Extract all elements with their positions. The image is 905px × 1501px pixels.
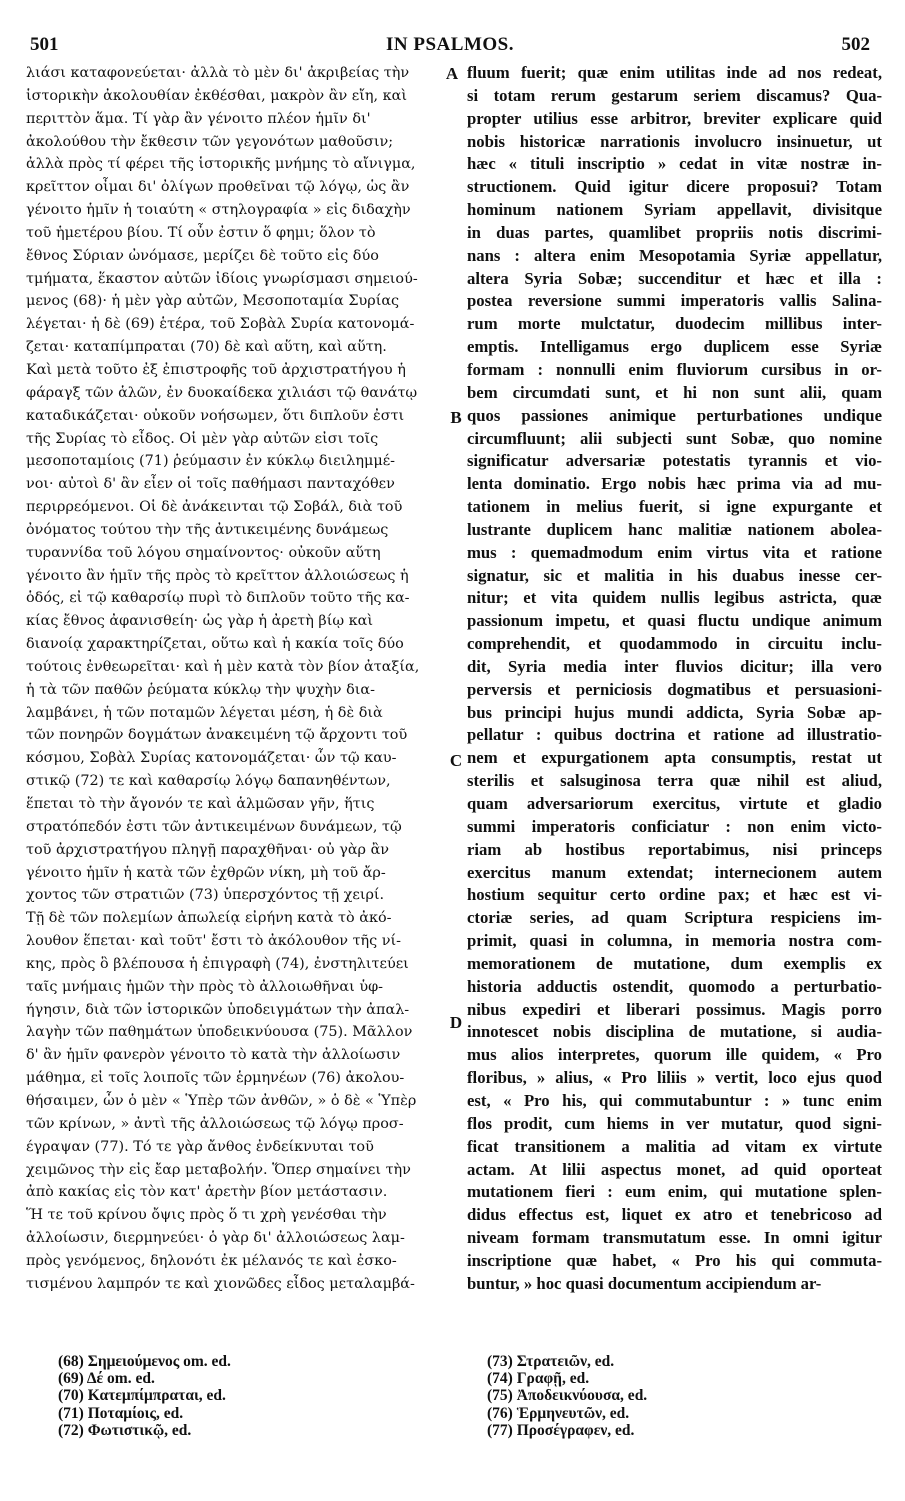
- latin-text-line: inscriptione quæ habet, « Pro his qui commuta-: [467, 1250, 882, 1270]
- greek-text-line: κίας ἔθνος ἀφανισθείη· ὡς γὰρ ἡ ἀρετὴ βίῳ καὶ: [26, 613, 374, 630]
- greek-text-line: τοῦ ἡμετέρου βίου. Τί οὖν ἐστιν ὅ φημι; ὅλον τὸ: [26, 224, 376, 241]
- latin-text-line: mus alios interpretes, quorum ille quidem, « Pro: [467, 1045, 882, 1065]
- latin-text-line: est, « Pro his, qui commutabuntur : » tunc enim: [467, 1090, 882, 1110]
- greek-text-line: ἀλλοίωσιν, διερμηνεύει· ὁ γὰρ δι' ἀλλοιώσεως λαμ-: [26, 1230, 405, 1247]
- latin-text-line: bus principi hujus mundi addicta, Syria Sobæ ap-: [467, 702, 882, 722]
- latin-text-line: exercitus manum extendat; internecionem autem: [467, 862, 882, 882]
- greek-text-line: ἱστορικὴν ἀκολουθίαν ἐκθέσθαι, μακρὸν ἂν εἴη, καὶ: [26, 87, 407, 104]
- footnote: (70) Κατεμπίμπραται, ed.: [58, 1387, 226, 1405]
- greek-text-line: τοῦ ἀρχιστρατήγου πληγῇ παραχθῆναι· οὐ γὰρ ἂν: [26, 841, 390, 858]
- greek-text-line: κρεῖττον οἶμαι δι' ὀλίγων προθεῖναι τῷ λόγῳ, ὡς ἂν: [26, 179, 410, 196]
- latin-text-line: hæc « tituli inscriptio » cedat in vitæ nostræ in-: [467, 154, 882, 174]
- footnote: (71) Ποταμίοις, ed.: [58, 1404, 184, 1422]
- greek-text-line: Ἥ τε τοῦ κρίνου ὄψις πρὸς ὅ τι χρὴ γενέσθαι τὴν: [26, 1207, 387, 1224]
- greek-text-line: μεσοποταμίοις (71) ῥεύμασιν ἐν κύκλῳ διειλημμέ-: [26, 453, 396, 470]
- greek-text-line: δ' ἂν ἡμῖν φανερὸν γένοιτο τὸ κατὰ τὴν ἀλλοίωσιν: [26, 1047, 401, 1064]
- greek-text-line: τούτοις ἐνθεωρεῖται· καὶ ἡ μὲν κατὰ τὸν βίον ἀταξία,: [26, 658, 420, 675]
- latin-text-line: lustrante duplicem hanc malitiæ nationem abolea-: [467, 519, 882, 539]
- latin-text-line: hostium sequitur certo ordine pax; et hæc est vi-: [467, 885, 882, 905]
- latin-text-line: formam : nonnulli enim fluviorum cursibus in or-: [467, 359, 882, 379]
- greek-text-line: λαγὴν τῶν παθημάτων ὑποδεικνύουσα (75). Μᾶλλον: [26, 1024, 413, 1041]
- footnote: (69) Δέ om. ed.: [58, 1370, 155, 1388]
- page-number-left: 501: [30, 34, 59, 55]
- greek-text-line: ταῖς μνήμαις ἡμῶν τὴν πρὸς τὸ ἀλλοιωθῆναι ὑφ-: [26, 978, 384, 995]
- latin-text-line: rum morte mulctatur, duodecim millibus inter-: [467, 314, 882, 334]
- latin-text-line: lenta dominatio. Ergo nobis hæc prima via ad mu-: [467, 474, 882, 494]
- greek-text-line: τῶν κρίνων, » ἀντὶ τῆς ἀλλοιώσεως τῷ λόγῳ προσ-: [26, 1115, 404, 1132]
- greek-text-line: στικῷ (72) τε καὶ καθαρσίῳ λόγῳ δαπανηθέντων,: [26, 773, 391, 790]
- latin-text-line: nans : altera enim Mesopotamia Syriæ appellatur,: [467, 245, 882, 265]
- greek-text-line: τῶν πονηρῶν δογμάτων ἀνακειμένη τῷ ἄρχοντι τοῦ: [26, 727, 408, 744]
- greek-text-line: γένοιτο ἡμῖν ἡ κατὰ τῶν ἐχθρῶν νίκη, μὴ τοῦ ἄρ-: [26, 864, 386, 881]
- greek-text-line: γένοιτο ἂν ἡμῖν τῆς πρὸς τὸ κρεῖττον ἀλλοιώσεως ἡ: [26, 567, 409, 584]
- greek-text-line: μενος (68)· ἡ μὲν γὰρ αὐτῶν, Μεσοποταμία Συρίας: [26, 293, 400, 310]
- footnote: (73) Στρατειῶν, ed.: [487, 1353, 615, 1370]
- latin-text-line: perversis et perniciosis dogmatibus et persuasioni-: [467, 679, 882, 699]
- greek-text-line: θήσαιμεν, ὧν ὁ μὲν « Ὑπὲρ τῶν ἀνθῶν, » ὁ δὲ « Ὑπὲρ: [26, 1092, 417, 1109]
- latin-text-line: emptis. Intelligamus ergo duplicem esse Syriæ: [467, 337, 882, 357]
- greek-text-line: ἡ τὰ τῶν παθῶν ῥεύματα κύκλῳ τὴν ψυχὴν δια-: [26, 681, 376, 698]
- latin-text-line: bem circumdati sunt, et hi non sunt alii, quam: [467, 382, 882, 402]
- latin-text-line: altera Syria Sobæ; succenditur et hæc et illa :: [467, 268, 882, 288]
- latin-text-line: sterilis et salsuginosa terra quæ nihil est aliud,: [467, 771, 882, 791]
- greek-text-line: στρατόπεδόν ἐστι τῶν ἀντικειμένων δυνάμεων, τῷ: [26, 818, 402, 835]
- latin-text-line: signatur, sic et malitia in his duabus inesse cer-: [467, 565, 882, 585]
- greek-text-line: χοντος τῶν στρατιῶν (73) ὑπερσχόντος τῇ χειρί.: [26, 887, 385, 904]
- latin-text-line: hominum nationem Syriam appellavit, divisitque: [467, 200, 882, 220]
- latin-text-line: passionum impetu, et quasi fluctu undique animum: [467, 611, 882, 631]
- latin-text-line: nobis historicæ narrationis involucro insinuetur, ut: [467, 131, 882, 151]
- greek-text-line: Καὶ μετὰ τοῦτο ἐξ ἐπιστροφῆς τοῦ ἀρχιστρατήγου ἡ: [26, 361, 406, 378]
- greek-text-line: μάθημα, εἰ τοῖς λοιποῖς τῶν ἑρμηνέων (76) ἀκολου-: [26, 1070, 405, 1087]
- greek-text-line: διανοίᾳ χαρακτηρίζεται, οὕτω καὶ ἡ κακία τοῖς δύο: [26, 636, 404, 653]
- latin-text-line: structionem. Quid igitur dicere proposui? Totam: [467, 177, 882, 197]
- latin-text-line: dit, Syria media inter fluvios dicitur; illa vero: [467, 656, 882, 676]
- latin-text-line: postea reversione summi imperatoris vallis Salina-: [467, 291, 882, 311]
- latin-text-line: actam. At lilii aspectus monet, ad quid oporteat: [467, 1159, 882, 1179]
- latin-text-line: circumfluunt; alii subjecti sunt Sobæ, quo nomine: [467, 428, 882, 448]
- greek-text-line: λαμβάνει, ἡ τῶν ποταμῶν λέγεται μέση, ἡ δὲ διὰ: [26, 704, 383, 721]
- greek-text-line: ἀπὸ κακίας εἰς τὸν κατ' ἀρετὴν βίον μετάστασιν.: [26, 1184, 388, 1201]
- greek-text-line: τισμένου λαμπρόν τε καὶ χιονῶδες εἶδος μεταλαμβά-: [26, 1275, 415, 1292]
- section-marker-b: B: [450, 408, 462, 427]
- footnote: (75) Ἀποδεικνύουσα, ed.: [487, 1387, 648, 1405]
- latin-text-line: historia adductis ostendit, quomodo a perturbatio-: [467, 976, 882, 996]
- latin-text-line: tationem in melius fuerit, si igne expurgante et: [467, 497, 882, 517]
- greek-text-line: ζεται· καταπίμπραται (70) δὲ καὶ αὕτη, καὶ αὕτη.: [26, 339, 387, 356]
- greek-text-line: έγραψαν (77). Τό τε γὰρ ἄνθος ἐνδείκνυται τοῦ: [26, 1138, 374, 1155]
- greek-text-line: λιάσι καταφονεύεται· ἀλλὰ τὸ μὲν δι' ἀκριβείας τὴν: [26, 65, 410, 81]
- latin-text-line: innotescet nobis disciplina de mutatione, si audia-: [467, 1022, 882, 1042]
- greek-text-line: ὀνόματος τούτου τὴν τῆς ἀντικειμένης δυνάμεως: [26, 521, 389, 538]
- greek-text-line: νοι· αὐτοὶ δ' ἂν εἶεν οἱ τοῖς παθήμασι πανταχόθεν: [26, 476, 395, 493]
- latin-text-line: buntur, » hoc quasi documentum accipiendum ar-: [467, 1273, 822, 1293]
- greek-text-line: ἕπεται τὸ τὴν ἄγονόν τε καὶ ἁλμῶσαν γῆν, ἥτις: [26, 796, 375, 812]
- latin-text-line: mutationem fieri : eum enim, qui mutatione splen-: [467, 1182, 882, 1202]
- greek-text-line: ήγησιν, διὰ τῶν ἱστορικῶν ὑποδειγμάτων τὴν ἀπαλ-: [26, 1001, 410, 1018]
- greek-text-line: ἀλλὰ πρὸς τί φέρει τῆς ἱστορικῆς μνήμης τὸ αἴνιγμα,: [26, 156, 416, 173]
- latin-text-line: nitur; et vita quidem nullis legibus astricta, quæ: [467, 588, 882, 608]
- latin-text-line: riam ab hostibus reportabimus, nisi princeps: [467, 839, 882, 859]
- footnotes-right: [487, 1353, 647, 1439]
- latin-text-line: nibus expediri et liberari possimus. Magis porro: [467, 999, 882, 1019]
- greek-text-line: καταδικάζεται· οὐκοῦν νοήσωμεν, ὅτι διπλοῦν ἐστι: [26, 407, 405, 424]
- latin-text-line: floribus, » alius, « Pro liliis » vertit, loco ejus quod: [467, 1068, 882, 1088]
- greek-text-line: λέγεται· ἡ δὲ (69) ἑτέρα, τοῦ Σοβὰλ Συρία κατονομά-: [26, 316, 415, 333]
- latin-text-line: quam adversariorum exercitus, virtute et gladio: [467, 794, 882, 813]
- greek-text-line: τμήματα, ἕκαστον αὐτῶν ἰδίοις γνωρίσμασι σημειού-: [26, 270, 418, 287]
- greek-text-line: τῆς Συρίας τὸ εἶδος. Οἱ μὲν γὰρ αὐτῶν εἰσι τοῖς: [26, 430, 379, 447]
- greek-text-line: γένοιτο ἡμῖν ἡ τοιαύτη « στηλογραφία » εἰς διδαχὴν: [26, 202, 411, 219]
- footnote: (76) Ἑρμηνευτῶν, ed.: [487, 1404, 630, 1422]
- running-title: IN PSALMOS.: [386, 34, 514, 55]
- latin-text-line: mus : quemadmodum enim virtus vita et ratione: [467, 542, 882, 562]
- greek-text-line: πρὸς γενόμενος, δηλονότι ἐκ μέλανός τε καὶ ἐσκο-: [26, 1252, 397, 1269]
- footnote: (72) Φωτιστικῷ, ed.: [58, 1421, 192, 1439]
- greek-text-line: ἀκολούθου τὴν ἔκθεσιν τῶν γεγονότων μαθοῦσιν;: [26, 133, 394, 150]
- latin-text-line: propter utilius esse arbitror, breviter explicare quid: [467, 108, 882, 128]
- greek-text-line: Τῇ δὲ τῶν πολεμίων ἀπωλείᾳ εἰρήνη κατὰ τὸ ἀκό-: [26, 910, 392, 927]
- latin-text-line: nem et expurgationem apta consumptis, restat ut: [467, 748, 882, 768]
- latin-text-line: niveam formam transmutatum esse. In omni igitur: [467, 1228, 882, 1248]
- latin-text-line: pellatur : quibus doctrina et ratione ad illustratio-: [467, 725, 882, 745]
- footnote: (77) Προσέγραφεν, ed.: [487, 1421, 635, 1439]
- latin-text-line: primit, quasi in columna, in memoria nostra com-: [467, 931, 882, 951]
- footnote: (68) Σημειούμενος om. ed.: [58, 1353, 231, 1370]
- footnotes-left: [58, 1353, 231, 1439]
- latin-text-line: memorationem de mutatione, dum exemplis ex: [467, 953, 882, 973]
- running-header: [30, 34, 870, 58]
- greek-text-line: ὁδός, εἰ τῷ καθαρσίῳ πυρὶ τὸ διπλοῦν τοῦτο τῆς κα-: [26, 590, 410, 607]
- page-number-right: 502: [841, 34, 870, 55]
- footnote: (74) Γραφῇ, ed.: [487, 1370, 590, 1388]
- latin-text-line: ficat transitionem a malitia ad vitam ex virtute: [467, 1136, 882, 1156]
- greek-text-line: φάραγξ τῶν ἁλῶν, ἐν δυοκαίδεκα χιλιάσι τῷ θανάτῳ: [26, 384, 418, 401]
- greek-text-line: περιττὸν ἅμα. Τί γὰρ ἂν γένοιτο πλέον ἡμῖν δι': [26, 110, 371, 127]
- latin-text-line: fluum fuerit; quæ enim utilitas inde ad nos redeat,: [467, 63, 882, 82]
- section-marker-a: A: [445, 64, 459, 83]
- greek-text-column: [26, 62, 446, 1296]
- greek-text-line: ἔθνος Σύριαν ὠνόμασε, μερίζει δὲ τοῦτο εἰς δύο: [26, 247, 379, 264]
- greek-text-line: κόσμου, Σοβὰλ Συρίας κατονομάζεται· ὧν τῷ καυ-: [26, 750, 397, 767]
- latin-text-line: si totam rerum gestarum seriem discamus? Qua-: [467, 85, 882, 105]
- greek-text-line: λουθον ἕπεται· καὶ τοῦτ' ἔστι τὸ ἀκόλουθον τῆς νί-: [26, 933, 402, 950]
- greek-text-line: χειμῶνος τὴν εἰς ἔαρ μεταβολήν. Ὅπερ σημαίνει τὴν: [26, 1161, 411, 1178]
- latin-text-line: in duas partes, quamlibet propriis notis discrimi-: [467, 222, 882, 242]
- greek-text-line: περιρρεόμενοι. Οἱ δὲ ἀνάκεινται τῷ Σοβάλ, διὰ τοῦ: [26, 499, 403, 516]
- latin-text-line: ctoriæ series, ad quam Scriptura respiciens im-: [467, 908, 882, 928]
- latin-text-line: summi imperatoris conficiatur : non enim victo-: [467, 816, 882, 836]
- latin-text-line: comprehendit, et quodammodo in circuitu inclu-: [467, 634, 882, 654]
- latin-text-column: [467, 62, 882, 1296]
- section-marker-d: D: [449, 1013, 463, 1032]
- greek-text-line: κης, πρὸς ὃ βλέπουσα ἡ ἐπιγραφὴ (74), ἐνστηλιτεύει: [26, 955, 409, 972]
- greek-text-line: τυραννίδα τοῦ λόγου σημαίνοντος· οὐκοῦν αὕτη: [26, 544, 381, 561]
- latin-text-line: flos prodit, cum hiems in ver mutatur, quod signi-: [467, 1113, 882, 1133]
- latin-text-line: quos passiones animique perturbationes undique: [467, 405, 882, 425]
- latin-text-line: didus effectus est, liquet ex atro et tenebricoso ad: [467, 1205, 882, 1225]
- section-marker-c: C: [449, 751, 463, 770]
- latin-text-line: significatur adversariæ potestatis tyrannis et vio-: [467, 451, 882, 471]
